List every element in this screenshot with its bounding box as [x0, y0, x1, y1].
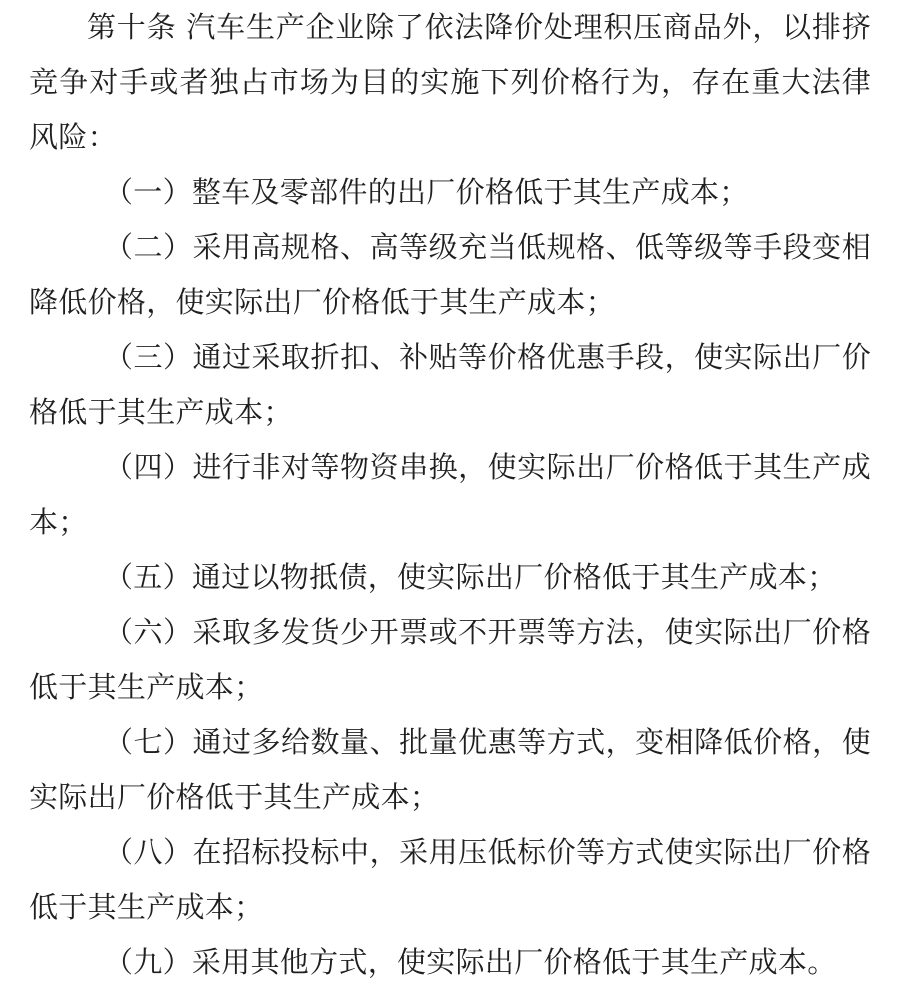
- list-item-5: （五）通过以物抵债，使实际出厂价格低于其生产成本；: [104, 560, 837, 594]
- list-item-9: （九）采用其他方式，使实际出厂价格低于其生产成本。: [104, 945, 837, 979]
- list-item-7: （七）通过多给数量、批量优惠等方式，变相降低价格，使实际出厂价格低于其生产成本；: [29, 725, 871, 814]
- document-body: [29, 0, 871, 990]
- list-item-8: （八）在招标投标中，采用压低标价等方式使实际出厂价格低于其生产成本；: [29, 835, 871, 924]
- list-item-3: （三）通过采取折扣、补贴等价格优惠手段，使实际出厂价格低于其生产成本；: [29, 340, 871, 429]
- article-intro: 第十条 汽车生产企业除了依法降价处理积压商品外，以排挤竞争对手或者独占市场为目的实施下列价格行为，存在重大法律风险：: [29, 10, 871, 154]
- list-item-4: （四）进行非对等物资串换，使实际出厂价格低于其生产成本；: [29, 450, 871, 539]
- list-item-6: （六）采取多发货少开票或不开票等方法，使实际出厂价格低于其生产成本；: [29, 615, 871, 704]
- list-item-1: （一）整车及零部件的出厂价格低于其生产成本；: [104, 175, 749, 209]
- list-item-2: （二）采用高规格、高等级充当低规格、低等级等手段变相降低价格，使实际出厂价格低于其生产成本；: [29, 230, 871, 319]
